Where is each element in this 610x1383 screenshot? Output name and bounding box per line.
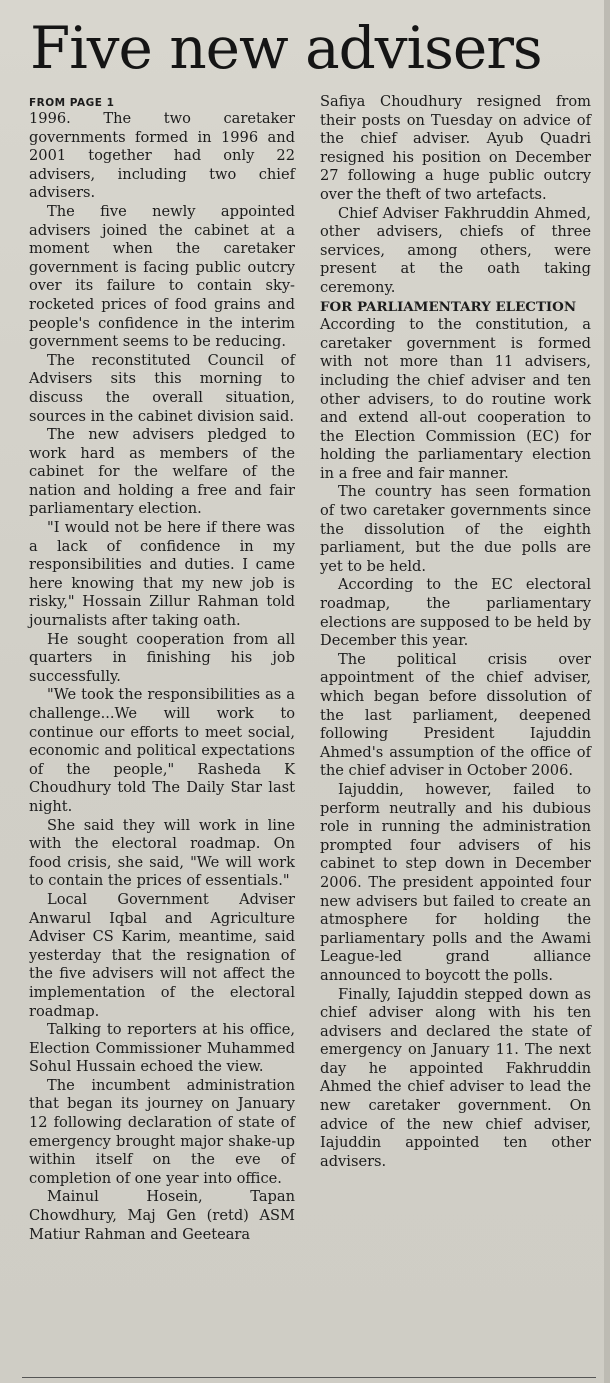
paragraph: "I would not be here if there was a lack of confidence in my responsibilities and duties. I came here knowing that my new job is risky," Hossain Zillur Rahman told journalists after taking oath. (29, 519, 295, 630)
paragraph: She said they will work in line with the electoral roadmap. On food crisis, she said, "We will work to contain the prices of essentials." (29, 816, 295, 890)
paragraph: Mainul Hosein, Tapan Chowdhury, Maj Gen (retd) ASM Matiur Rahman and Geeteara (29, 1188, 295, 1243)
paragraph: According to the constitution, a caretaker government is formed with not more than 11 advisers, including the chief adviser and ten other advisers, to do routine work and extend all-out cooperation to the Election Commission (EC) for holding the parliamentary election in a free and fair manner. (320, 316, 591, 482)
paragraph: Local Government Adviser Anwarul Iqbal and Agriculture Adviser CS Karim, meantime, said yesterday that the resignation of the five advisers will not affect the implementation of the electoral roadmap. (29, 890, 295, 1020)
section-subhead: FOR PARLIAMENTARY ELECTION (320, 298, 577, 315)
paragraph: He sought cooperation from all quarters in finishing his job successfully. (29, 630, 295, 685)
paragraph: The new advisers pledged to work hard as members of the cabinet for the welfare of the nation and holding a free and fair parliamentary election. (29, 426, 295, 518)
paragraph: Finally, Iajuddin stepped down as chief adviser along with his ten advisers and declared the state of emergency on January 11. The next day he appointed Fakhruddin Ahmed the chief adviser to lead the new caretaker government. On advice of the new chief adviser, Iajuddin appointed ten other advisers. (320, 985, 591, 1170)
paragraph: Safiya Choudhury resigned from their posts on Tuesday on advice of the chief adviser. Ayub Quadri resigned his position on December 27 following a huge public outcry over the theft of two artefacts. (320, 93, 591, 203)
paragraph: According to the EC electoral roadmap, the parliamentary elections are supposed to be held by December this year. (320, 576, 591, 650)
paragraph: The reconstituted Council of Advisers sits this morning to discuss the overall situation, sources in the cabinet division said. (29, 351, 295, 425)
headline: Five new advisers (30, 14, 542, 82)
paragraph: Iajuddin, however, failed to perform neutrally and his dubious role in running the administration prompted four advisers of his cabinet to step down in December 2006. The president appointed four new advisers but failed to create an atmosphere for holding the parliamentary polls and the Awami League-led grand alliance announced to boycott the polls. (320, 780, 591, 984)
paragraph: The five newly appointed advisers joined the cabinet at a moment when the caretaker government is facing public outcry over its failure to contain sky-rocketed prices of food grains and people's confidence in the interim government seems to be reducing. (29, 202, 295, 351)
paragraph: The political crisis over appointment of the chief adviser, which began before dissolution of the last parliament, deepened following President Iajuddin Ahmed's assumption of the office of the chief adviser in October 2006. (320, 650, 591, 780)
paragraph: Chief Adviser Fakhruddin Ahmed, other advisers, chiefs of three services, among others, were present at the oath taking ceremony. (320, 204, 591, 296)
bottom-rule (22, 1377, 596, 1378)
continuation-kicker: FROM PAGE 1 (29, 97, 115, 109)
column-left (29, 96, 295, 1244)
column-right (320, 93, 591, 1171)
page-edge (604, 0, 610, 1383)
paragraph: "We took the responsibilities as a challenge...We will work to continue our efforts to meet social, economic and political expectations of the people," Rasheda K Choudhury told The Daily Star last night. (29, 686, 295, 815)
paragraph: 1996. The two caretaker governments formed in 1996 and 2001 together had only 22 advisers, including two chief advisers. (29, 110, 295, 202)
paragraph: The country has seen formation of two caretaker governments since the dissolution of the eighth parliament, but the due polls are yet to be held. (320, 483, 591, 575)
paragraph: The incumbent administration that began its journey on January 12 following declaration of state of emergency brought major shake-up within itself on the eve of completion of one year into office. (29, 1076, 295, 1187)
paragraph: Talking to reporters at his office, Election Commissioner Muhammed Sohul Hussain echoed the view. (29, 1021, 295, 1076)
